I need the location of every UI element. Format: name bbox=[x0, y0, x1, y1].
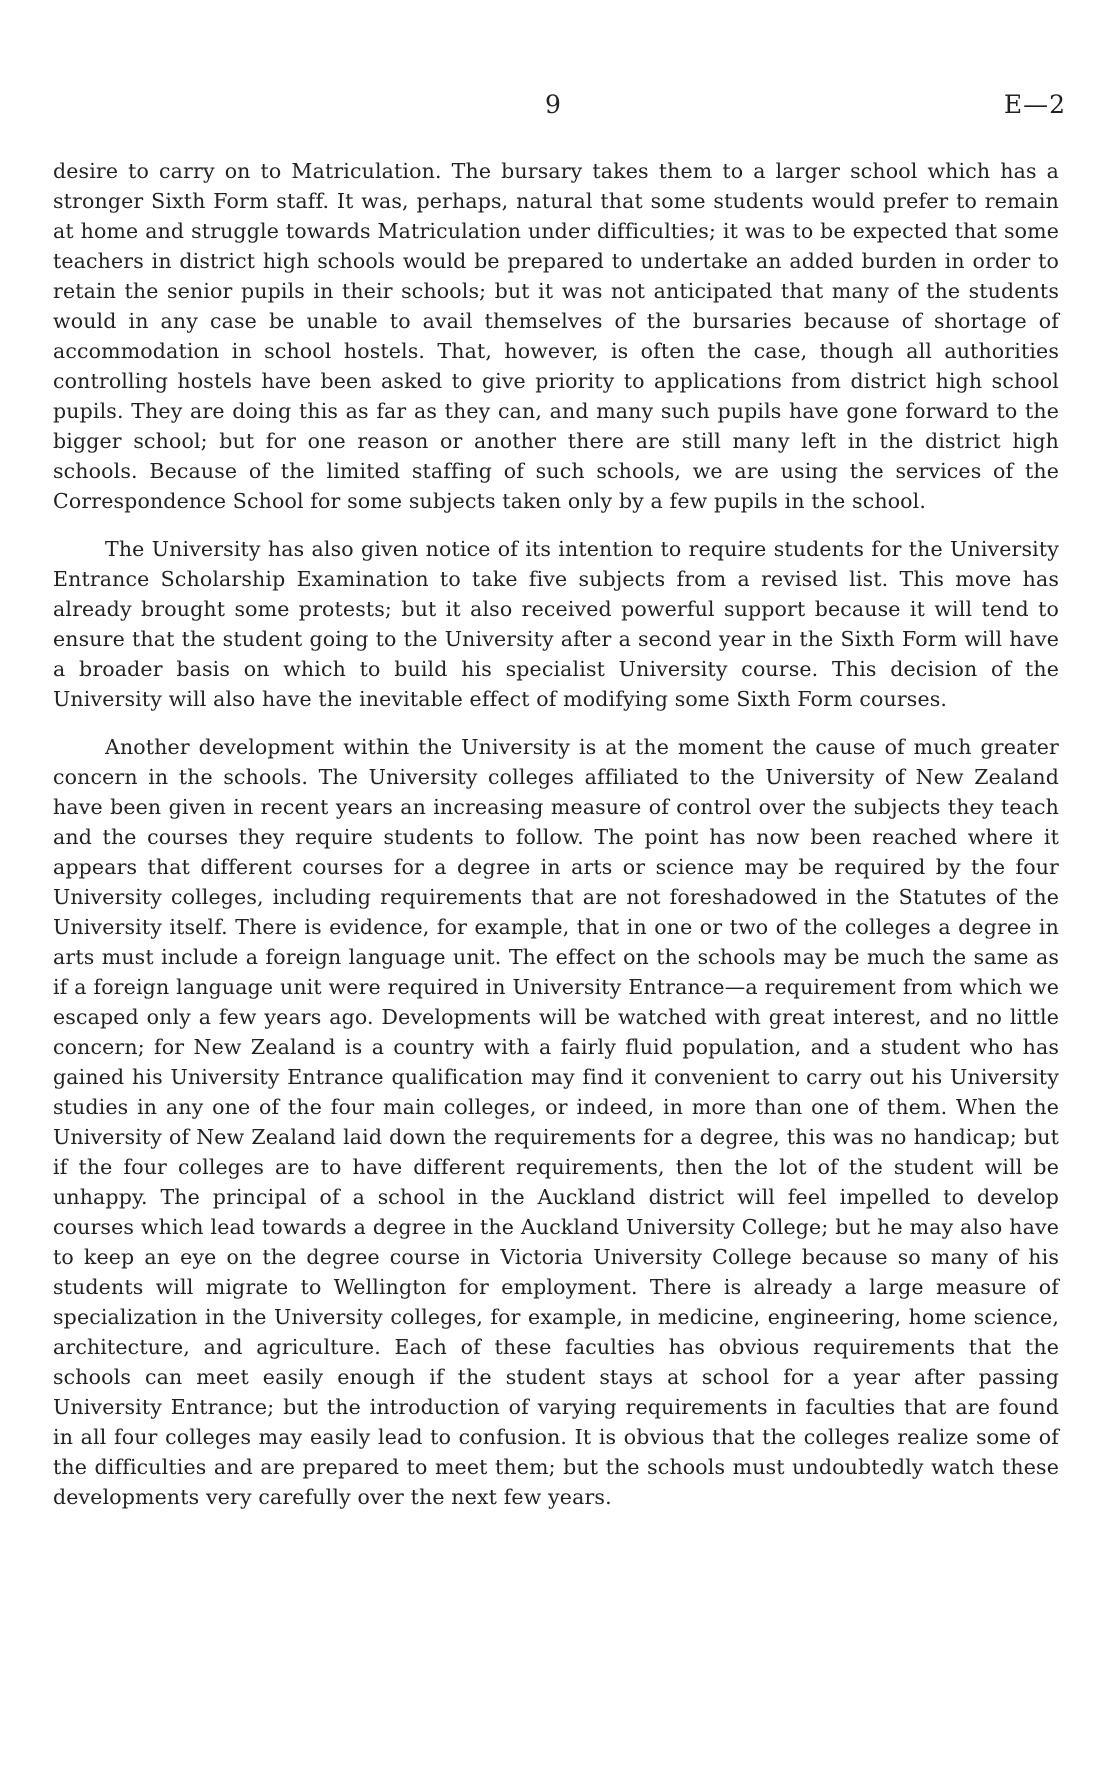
document-code: E—2 bbox=[1003, 90, 1066, 119]
paragraph-university-colleges-concern: Another development within the University is at the moment the cause of much greater concern in the schools. The University colleges affiliated to the University of New Zealand have been given in recent years an increasing measure of control over the subjects they teach and the courses they require students to follow. The point has now been reached where it appears that different courses for a degree in arts or science may be required by the four University colleges, including requirements that are not foreshadowed in the Statutes of the University itself. There is evidence, for example, that in one or two of the colleges a degree in arts must include a foreign language unit. The effect on the schools may be much the same as if a foreign language unit were required in University Entrance—a requirement from which we escaped only a few years ago. Developments will be watched with great interest, and no little concern; for New Zealand is a country with a fairly fluid population, and a student who has gained his University Entrance qualification may find it convenient to carry out his University studies in any one of the four main colleges, or indeed, in more than one of them. When the University of New Zealand laid down the requirements for a degree, this was no handicap; but if the four colleges are to have different requirements, then the lot of the student will be unhappy. The principal of a school in the Auckland district will feel impelled to develop courses which lead towards a degree in the Auckland University College; but he may also have to keep an eye on the degree course in Victoria University College because so many of his students will migrate to Wellington for employment. There is already a large measure of specialization in the University colleges, for example, in medicine, engineering, home science, architecture, and agriculture. Each of these faculties has obvious requirements that the schools can meet easily enough if the student stays at school for a year after passing University Entrance; but the introduction of varying requirements in faculties that are found in all four colleges may easily lead to confusion. It is obvious that the colleges realize some of the difficulties and are prepared to meet them; but the schools must undoubtedly watch these developments very carefully over the next few years. bbox=[53, 735, 1059, 1509]
body-text bbox=[53, 156, 1059, 1530]
page-number: 9 bbox=[545, 90, 562, 119]
paragraph-university-entrance-scholarship: The University has also given notice of its intention to require students for the University Entrance Scholarship Examination to take five subjects from a revised list. This move has already brought some protests; but it also received powerful support because it will tend to ensure that the student going to the University after a second year in the Sixth Form will have a broader basis on which to build his specialist University course. This decision of the University will also have the inevitable effect of modifying some Sixth Form courses. bbox=[53, 537, 1059, 711]
paragraph-continued: desire to carry on to Matriculation. The bursary takes them to a larger school which has a stronger Sixth Form staff. It was, perhaps, natural that some students would prefer to remain at home and struggle towards Matriculation under difficulties; it was to be expected that some teachers in district high schools would be prepared to undertake an added burden in order to retain the senior pupils in their schools; but it was not anticipated that many of the students would in any case be unable to avail themselves of the bursaries because of shortage of accommodation in school hostels. That, however, is often the case, though all authorities controlling hostels have been asked to give priority to applications from district high school pupils. They are doing this as far as they can, and many such pupils have gone forward to the bigger school; but for one reason or another there are still many left in the district high schools. Because of the limited staffing of such schools, we are using the services of the Correspondence School for some subjects taken only by a few pupils in the school. bbox=[53, 159, 1059, 513]
